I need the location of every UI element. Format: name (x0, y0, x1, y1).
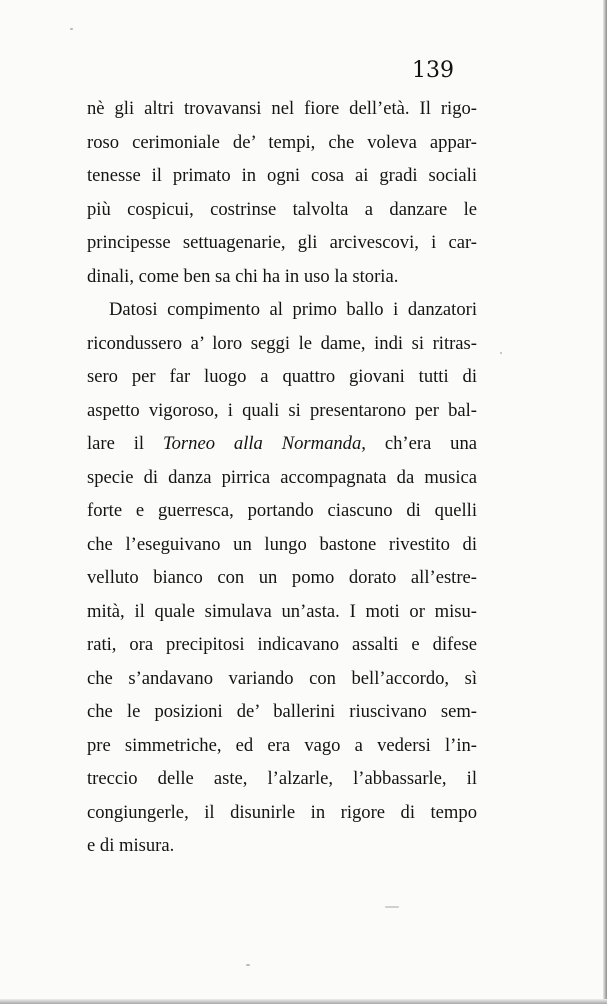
text-fragment: lare il (87, 433, 145, 454)
text-line: più cospicui, costrinse talvolta a danzare le (87, 198, 477, 220)
dance-title: Torneo alla Normanda, (163, 433, 366, 454)
text-line: treccio delle aste, l’alzarle, l’abbassarle, il (87, 768, 477, 789)
paper-speck (246, 964, 250, 966)
text-line: dinali, come ben sa chi ha in uso la storia. (87, 265, 399, 287)
text-line: pre simmetriche, ed era vago a vedersi l’in- (87, 734, 477, 756)
text-line: forte e guerresca, portando ciascuno di quelli (87, 500, 477, 521)
text-line: ricondussero a’ loro seggi le dame, indi si ritras- (87, 332, 477, 354)
text-line: che le posizioni de’ ballerini riuscivano sem- (87, 701, 477, 722)
text-line: che s’andavano variando con bell’accordo, sì (87, 667, 477, 689)
paper-speck (500, 352, 502, 354)
text-line: tenesse il primato in ogni cosa ai gradi sociali (87, 165, 477, 186)
text-line: rati, ora precipitosi indicavano assalti e difese (87, 634, 477, 655)
text-line: Datosi compimento al primo ballo i danzatori (109, 299, 477, 320)
text-line: roso cerimoniale de’ tempi, che voleva appar- (87, 131, 477, 153)
paper-speck (385, 906, 399, 908)
text-line: principesse settuagenarie, gli arcivescovi, i car- (87, 232, 477, 253)
text-line: mità, il quale simulava un’asta. I moti or misu- (87, 600, 477, 622)
page-edge-shadow (603, 0, 607, 1004)
text-line: che l’eseguivano un lungo bastone rivestito di (87, 533, 477, 555)
paper-speck (70, 28, 73, 30)
page-number: 139 (412, 58, 454, 83)
text-line: nè gli altri trovavansi nel fiore dell’età. Il rigo- (87, 98, 477, 119)
text-line: velluto bianco con un pomo dorato all’estre- (87, 567, 477, 588)
text-line: sero per far luogo a quattro giovani tutti di (87, 366, 477, 387)
text-line: congiungerle, il disunirle in rigore di tempo (87, 801, 477, 823)
page-bottom-edge (0, 999, 607, 1004)
text-line: e di misura. (87, 835, 175, 856)
text-fragment: ch’era una (384, 433, 478, 454)
body-text (87, 92, 477, 863)
text-line-with-title (87, 427, 477, 461)
text-line: aspetto vigoroso, i quali si presentarono per bal- (87, 399, 477, 421)
text-line: specie di danza pirrica accompagnata da musica (87, 466, 477, 488)
